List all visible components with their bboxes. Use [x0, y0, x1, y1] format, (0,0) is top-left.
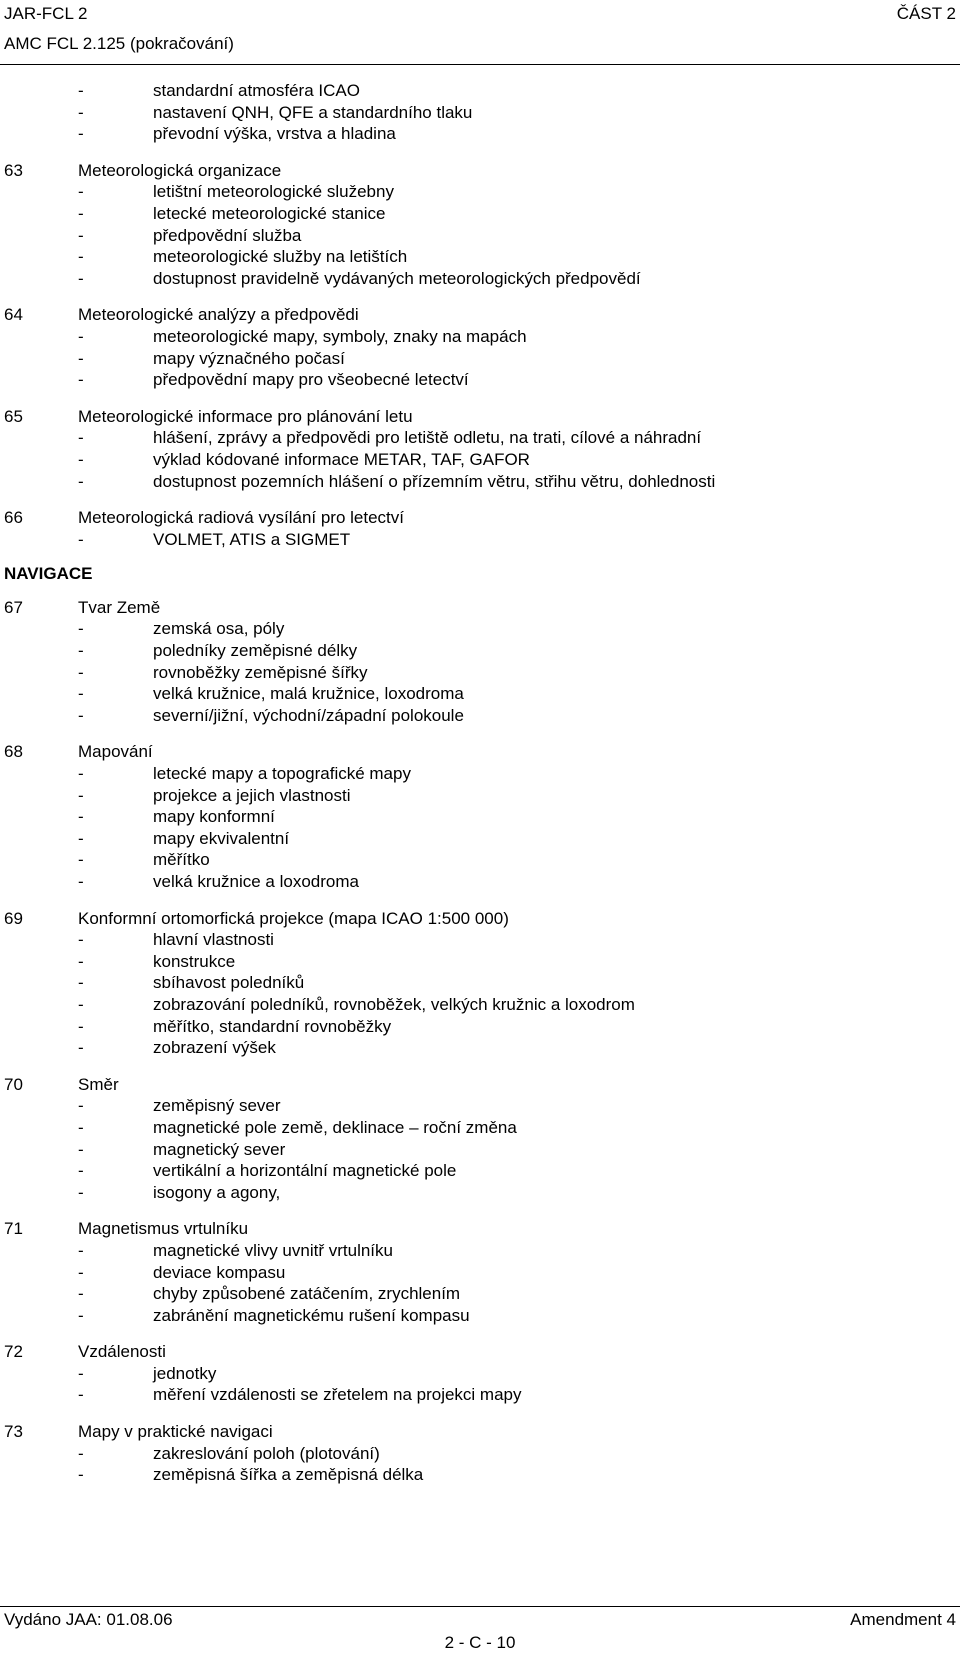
section-number: 63: [4, 160, 23, 180]
list-item-text: severní/jižní, východní/západní polokoule: [153, 705, 464, 725]
syllabus-section: [0, 80, 960, 145]
list-item: [78, 618, 960, 640]
list-item-text: dostupnost pozemních hlášení o přízemním větru, střihu větru, dohlednosti: [153, 471, 716, 491]
issue-date: Vydáno JAA: 01.08.06: [4, 1610, 173, 1629]
dash-bullet: -: [78, 348, 84, 368]
dash-bullet: -: [78, 81, 84, 100]
list-item-text: hlášení, zprávy a předpovědi pro letiště odletu, na trati, cílové a náhradní: [153, 428, 702, 448]
amendment-label: Amendment 4: [850, 1610, 956, 1629]
syllabus-section: [0, 908, 960, 1059]
list-item: [78, 806, 960, 828]
list-item-text: zeměpisná šířka a zeměpisná délka: [153, 1465, 424, 1485]
list-item: [78, 994, 960, 1016]
syllabus-section: [0, 1218, 960, 1326]
list-item: [78, 871, 960, 893]
section-title: Meteorologické informace pro plánování letu: [78, 406, 413, 426]
list-item-text: předpovědní mapy pro všeobecné letectví: [153, 370, 469, 390]
syllabus-section: [0, 597, 960, 727]
list-item-text: velká kružnice, malá kružnice, loxodroma: [153, 684, 464, 704]
list-item: [78, 246, 960, 268]
list-item-text: zemská osa, póly: [153, 619, 285, 639]
list-item: [78, 683, 960, 705]
syllabus-section: [0, 1421, 960, 1486]
list-item-text: letecké meteorologické stanice: [153, 203, 386, 223]
list-item: [78, 1283, 960, 1305]
list-item-text: hlavní vlastnosti: [153, 930, 274, 950]
list-item-text: měřítko, standardní rovnoběžky: [153, 1016, 392, 1036]
syllabus-section: [0, 304, 960, 390]
list-item-text: magnetické pole země, deklinace – roční změna: [153, 1117, 517, 1137]
list-item: [78, 1037, 960, 1059]
dash-bullet: -: [78, 662, 84, 682]
list-item: [78, 849, 960, 871]
dash-bullet: -: [78, 1096, 84, 1116]
section-title: Konformní ortomorfická projekce (mapa ICAO 1:500 000): [78, 908, 509, 928]
dash-bullet: -: [78, 247, 84, 267]
dash-bullet: -: [78, 1117, 84, 1137]
list-item-text: měřítko: [153, 850, 210, 870]
list-item-text: projekce a jejich vlastnosti: [153, 785, 351, 805]
section-number: 72: [4, 1342, 23, 1362]
list-item: [78, 1363, 960, 1385]
dash-bullet: -: [78, 529, 84, 549]
list-item-text: dostupnost pravidelně vydávaných meteorologických předpovědí: [153, 268, 641, 288]
dash-bullet: -: [78, 1038, 84, 1058]
list-item: [78, 203, 960, 225]
list-item-text: sbíhavost poledníků: [153, 973, 305, 993]
syllabus-content: [0, 80, 960, 1486]
part-label: ČÁST 2: [896, 4, 956, 23]
list-item: [78, 705, 960, 727]
list-item: [78, 951, 960, 973]
section-number: 71: [4, 1219, 23, 1239]
syllabus-section: [0, 1341, 960, 1406]
syllabus-section: [0, 507, 960, 550]
list-item: [78, 1117, 960, 1139]
dash-bullet: -: [78, 785, 84, 805]
section-title: Směr: [78, 1074, 119, 1094]
list-item: [78, 449, 960, 471]
dash-bullet: -: [78, 1161, 84, 1181]
list-item: [78, 471, 960, 493]
section-title: Meteorologická radiová vysílání pro letectví: [78, 508, 404, 528]
list-item: [78, 1016, 960, 1038]
list-item: [78, 225, 960, 247]
list-item-text: konstrukce: [153, 951, 236, 971]
section-title: Tvar Země: [78, 597, 161, 617]
section-title: Meteorologická organizace: [78, 160, 282, 180]
section-subtitle: AMC FCL 2.125 (pokračování): [4, 34, 234, 53]
dash-bullet: -: [78, 124, 84, 144]
list-item-text: meteorologické mapy, symboly, znaky na mapách: [153, 326, 527, 346]
list-item: [78, 1095, 960, 1117]
dash-bullet: -: [78, 102, 84, 122]
dash-bullet: -: [78, 1016, 84, 1036]
list-item-text: nastavení QNH, QFE a standardního tlaku: [153, 102, 473, 122]
list-item-text: letištní meteorologické služebny: [153, 182, 394, 202]
list-item-text: vertikální a horizontální magnetické pole: [153, 1161, 457, 1181]
section-title: Magnetismus vrtulníku: [78, 1219, 249, 1239]
list-item-text: zabránění magnetickému rušení kompasu: [153, 1305, 470, 1325]
list-item: [78, 181, 960, 203]
dash-bullet: -: [78, 951, 84, 971]
list-item: [78, 929, 960, 951]
dash-bullet: -: [78, 872, 84, 891]
dash-bullet: -: [78, 1385, 84, 1405]
dash-bullet: -: [78, 1139, 84, 1159]
dash-bullet: -: [78, 684, 84, 704]
section-number: 70: [4, 1074, 23, 1094]
syllabus-section: [0, 741, 960, 892]
list-item: [78, 763, 960, 785]
list-item-text: výklad kódované informace METAR, TAF, GAFOR: [153, 449, 530, 469]
list-item-text: VOLMET, ATIS a SIGMET: [153, 529, 351, 549]
list-item-text: poledníky zeměpisné délky: [153, 641, 358, 661]
page-footer: [0, 1606, 960, 1651]
list-item-text: předpovědní služba: [153, 225, 302, 245]
syllabus-section: [0, 1074, 960, 1204]
section-title: Mapování: [78, 742, 153, 762]
dash-bullet: -: [78, 1262, 84, 1282]
list-item: [78, 80, 960, 102]
section-number: 68: [4, 742, 23, 762]
list-item-text: zobrazování poledníků, rovnoběžek, velkých kružnic a loxodrom: [153, 994, 635, 1014]
dash-bullet: -: [78, 1363, 84, 1383]
list-item-text: chyby způsobené zatáčením, zrychlením: [153, 1284, 461, 1304]
dash-bullet: -: [78, 619, 84, 639]
list-item-text: letecké mapy a topografické mapy: [153, 764, 411, 784]
list-item: [78, 662, 960, 684]
list-item: [78, 369, 960, 391]
list-item-text: magnetický sever: [153, 1139, 286, 1159]
dash-bullet: -: [78, 705, 84, 725]
list-item: [78, 785, 960, 807]
dash-bullet: -: [78, 973, 84, 993]
list-item-text: deviace kompasu: [153, 1262, 286, 1282]
section-heading: NAVIGACE: [4, 564, 93, 584]
dash-bullet: -: [78, 764, 84, 784]
section-number: 73: [4, 1422, 23, 1442]
section-number: 69: [4, 908, 23, 928]
list-item: [78, 268, 960, 290]
list-item: [78, 529, 960, 551]
list-item: [78, 1443, 960, 1465]
dash-bullet: -: [78, 428, 84, 448]
list-item: [78, 1262, 960, 1284]
list-item-text: měření vzdálenosti se zřetelem na projekci mapy: [153, 1385, 522, 1405]
list-item-text: zeměpisný sever: [153, 1096, 281, 1116]
list-item-text: mapy význačného počasí: [153, 348, 345, 368]
list-item: [78, 640, 960, 662]
dash-bullet: -: [78, 326, 84, 346]
section-title: Meteorologické analýzy a předpovědi: [78, 305, 359, 325]
section-number: 64: [4, 305, 23, 325]
section-title: Mapy v praktické navigaci: [78, 1422, 273, 1442]
syllabus-section: [0, 406, 960, 492]
dash-bullet: -: [78, 1182, 84, 1202]
list-item: [78, 1160, 960, 1182]
dash-bullet: -: [78, 994, 84, 1014]
dash-bullet: -: [78, 370, 84, 390]
list-item-text: mapy ekvivalentní: [153, 828, 290, 848]
dash-bullet: -: [78, 203, 84, 223]
list-item: [78, 348, 960, 370]
list-item-text: magnetické vlivy uvnitř vrtulníku: [153, 1240, 393, 1260]
dash-bullet: -: [78, 182, 84, 202]
list-item-text: velká kružnice a loxodroma: [153, 872, 359, 891]
section-number: 67: [4, 597, 23, 617]
list-item-text: standardní atmosféra ICAO: [153, 81, 360, 100]
page-number: 2 - C - 10: [444, 1633, 516, 1652]
syllabus-section: [0, 160, 960, 290]
dash-bullet: -: [78, 1240, 84, 1260]
list-item: [78, 123, 960, 145]
list-item: [78, 1139, 960, 1161]
section-title: Vzdálenosti: [78, 1342, 166, 1362]
list-item: [78, 427, 960, 449]
list-item: [78, 102, 960, 124]
list-item-text: převodní výška, vrstva a hladina: [153, 124, 396, 144]
dash-bullet: -: [78, 225, 84, 245]
dash-bullet: -: [78, 641, 84, 661]
dash-bullet: -: [78, 807, 84, 827]
list-item: [78, 1464, 960, 1486]
section-number: 66: [4, 508, 23, 528]
dash-bullet: -: [78, 471, 84, 491]
list-item-text: zobrazení výšek: [153, 1038, 276, 1058]
list-item: [78, 972, 960, 994]
section-number: 65: [4, 406, 23, 426]
dash-bullet: -: [78, 828, 84, 848]
list-item-text: isogony a agony,: [153, 1182, 281, 1202]
list-item-text: rovnoběžky zeměpisné šířky: [153, 662, 368, 682]
list-item: [78, 1240, 960, 1262]
list-item-text: jednotky: [153, 1363, 217, 1383]
list-item-text: mapy konformní: [153, 807, 275, 827]
dash-bullet: -: [78, 1284, 84, 1304]
list-item-text: meteorologické služby na letištích: [153, 247, 408, 267]
dash-bullet: -: [78, 268, 84, 288]
dash-bullet: -: [78, 449, 84, 469]
dash-bullet: -: [78, 1305, 84, 1325]
dash-bullet: -: [78, 850, 84, 870]
list-item: [78, 326, 960, 348]
dash-bullet: -: [78, 1465, 84, 1485]
list-item: [78, 1305, 960, 1327]
dash-bullet: -: [78, 1443, 84, 1463]
list-item: [78, 1384, 960, 1406]
list-item: [78, 1182, 960, 1204]
dash-bullet: -: [78, 930, 84, 950]
document-id: JAR-FCL 2: [4, 4, 88, 23]
list-item-text: zakreslování poloh (plotování): [153, 1443, 380, 1463]
page-header: [0, 0, 960, 65]
list-item: [78, 828, 960, 850]
